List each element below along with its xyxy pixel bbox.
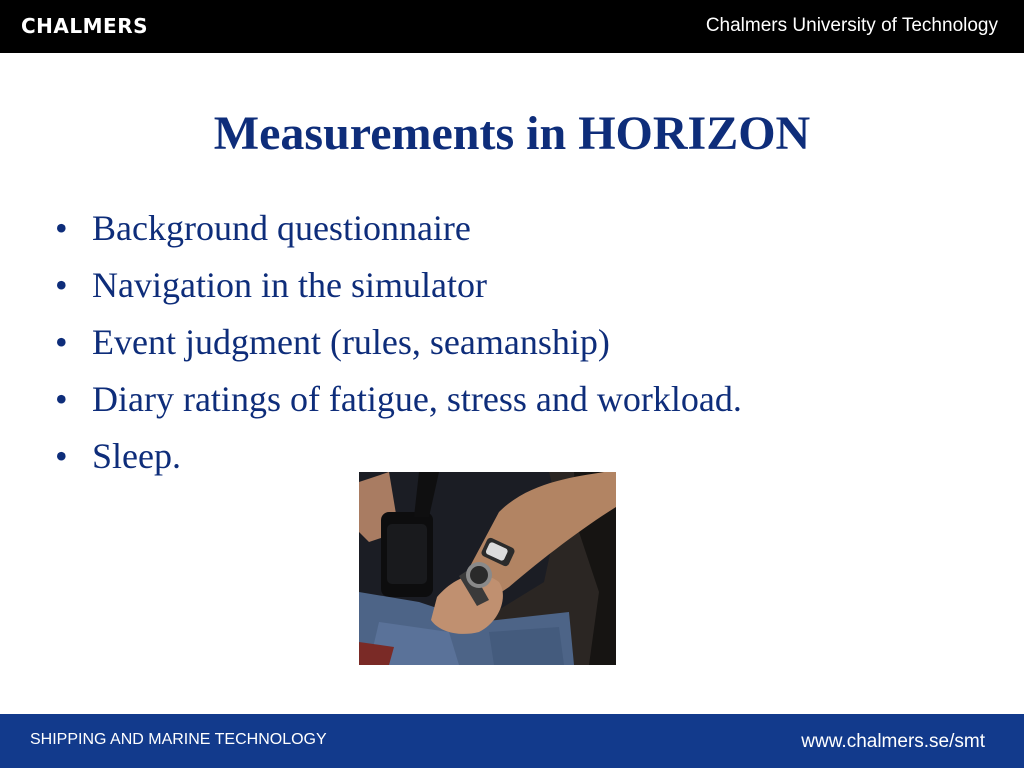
bullet-item	[52, 314, 742, 371]
website-url: www.chalmers.se/smt	[801, 731, 985, 752]
bullet-icon: •	[55, 265, 68, 305]
bullet-item	[52, 257, 742, 314]
bullet-text: Navigation in the simulator	[92, 265, 487, 305]
bullet-text: Sleep.	[92, 436, 181, 476]
bullet-icon: •	[55, 379, 68, 419]
bullet-icon: •	[55, 436, 68, 476]
bullet-text: Event judgment (rules, seamanship)	[92, 322, 610, 362]
bullet-text: Background questionnaire	[92, 208, 471, 248]
footer-bar	[0, 714, 1024, 768]
bullet-icon: •	[55, 322, 68, 362]
bullet-icon: •	[55, 208, 68, 248]
bullet-list	[52, 200, 742, 485]
chalmers-logo: CHALMERS	[21, 14, 149, 38]
slide-title: Measurements in HORIZON	[213, 107, 811, 160]
header-bar	[0, 0, 1024, 53]
bullet-item	[52, 371, 742, 428]
department-name: SHIPPING AND MARINE TECHNOLOGY	[30, 731, 327, 748]
bullet-item	[52, 200, 742, 257]
wrist-actigraph-photo	[359, 472, 616, 665]
university-name: Chalmers University of Technology	[705, 15, 998, 36]
bullet-text: Diary ratings of fatigue, stress and workload.	[92, 379, 742, 419]
